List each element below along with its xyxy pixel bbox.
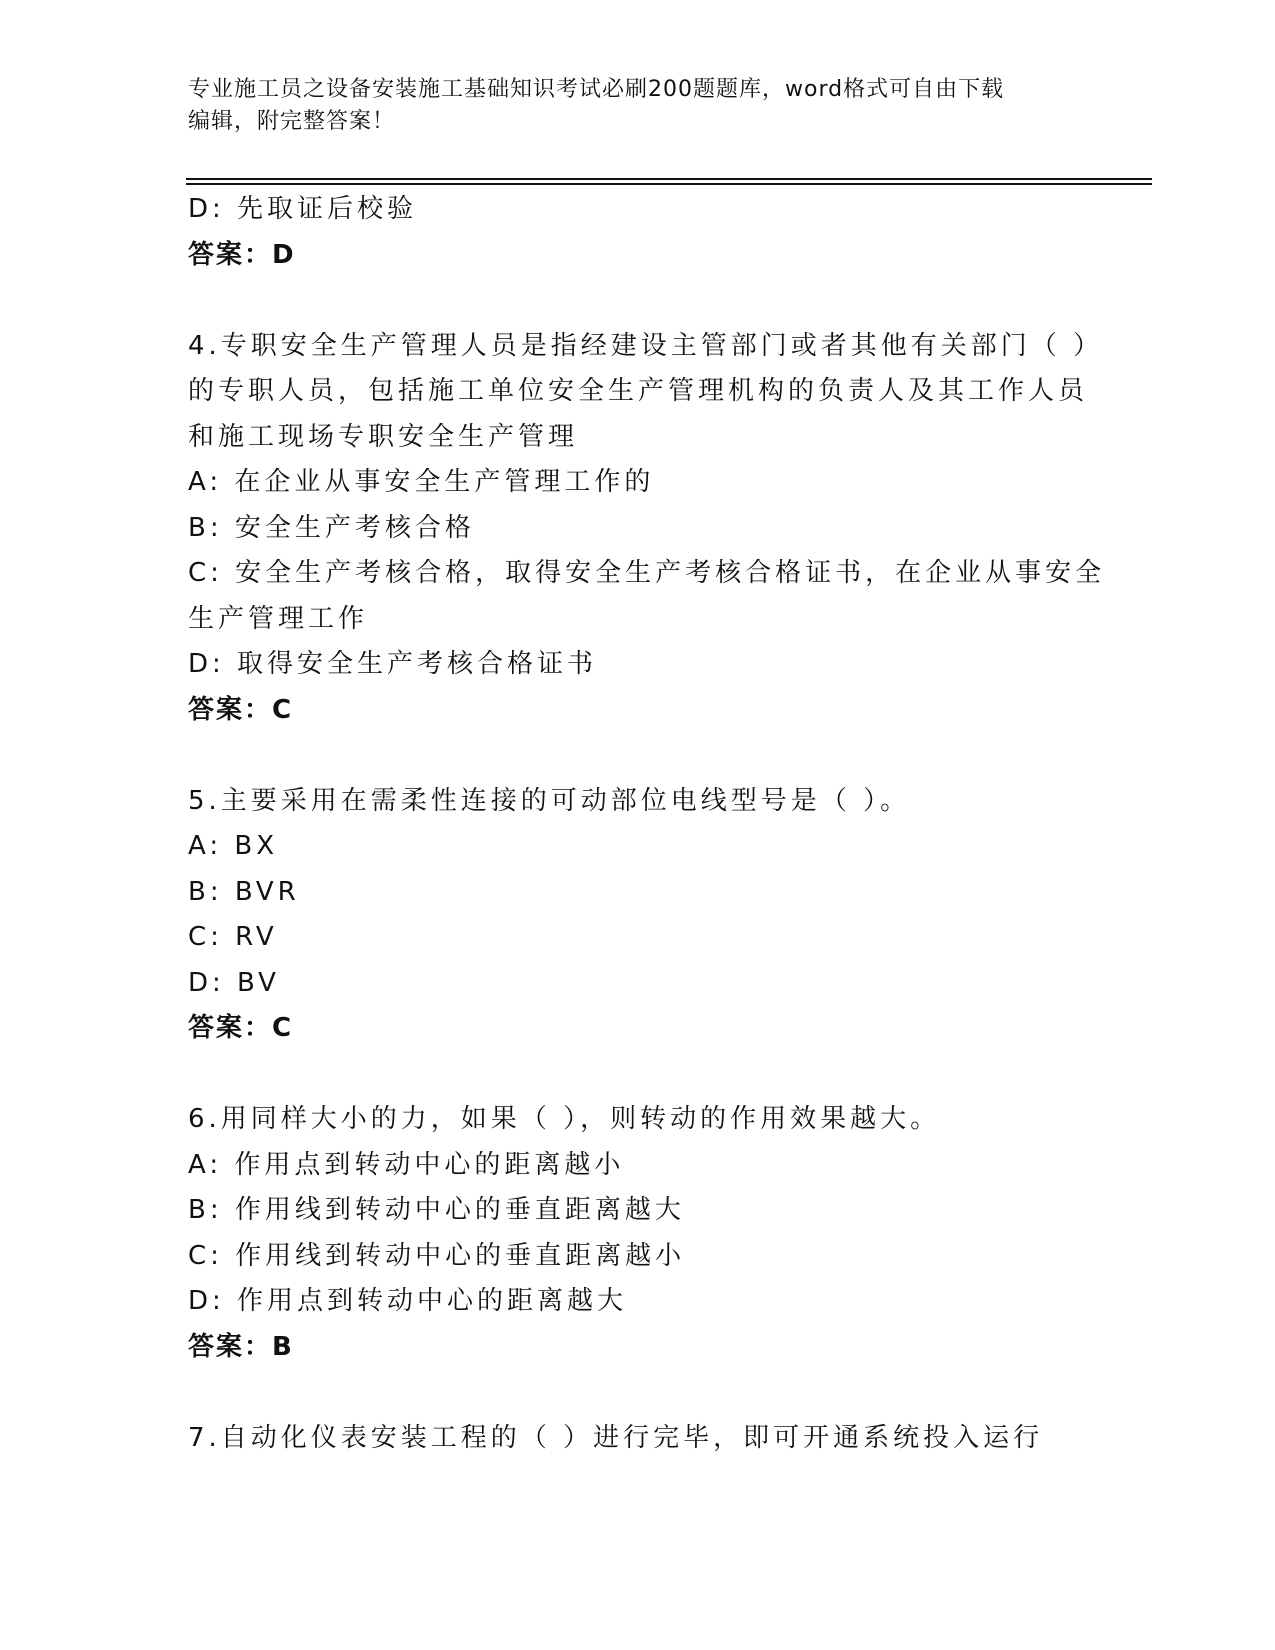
header-divider-top — [186, 178, 1152, 180]
q5-option-b: B: BVR — [188, 876, 300, 907]
q4-option-c-line-1: C: 安全生产考核合格，取得安全生产考核合格证书，在企业从事安全 — [188, 558, 1106, 588]
q4-stem-line-2: 的专职人员，包括施工单位安全生产管理机构的负责人及其工作人员 — [188, 376, 1089, 406]
header-title-line-1: 专业施工员之设备安装施工基础知识考试必刷200题题库，word格式可自由下载 — [188, 77, 1005, 102]
q4-stem-line-3: 和施工现场专职安全生产管理 — [188, 421, 579, 452]
question-5 — [188, 779, 1088, 1052]
spacer — [188, 1052, 1088, 1098]
q4-option-c-line-2: 生产管理工作 — [188, 603, 369, 634]
q6-answer: 答案：B — [188, 1331, 294, 1362]
q6-option-d: D: 作用点到转动中心的距离越大 — [188, 1286, 628, 1316]
q4-stem-line-1: 4.专职安全生产管理人员是指经建设主管部门或者其他有关部门（ ） — [188, 330, 1104, 361]
q4-answer: 答案：C — [188, 694, 294, 725]
q5-option-d: D: BV — [188, 967, 280, 998]
q5-answer: 答案：C — [188, 1013, 294, 1043]
spacer — [188, 278, 1088, 324]
q6-option-b: B: 作用线到转动中心的垂直距离越大 — [188, 1195, 685, 1225]
q4-option-a: A: 在企业从事安全生产管理工作的 — [188, 467, 655, 497]
document-header — [188, 74, 1088, 138]
question-7 — [188, 1416, 1088, 1462]
q6-stem: 6.用同样大小的力，如果（ ），则转动的作用效果越大。 — [188, 1104, 941, 1134]
header-divider-bottom — [186, 183, 1152, 185]
q6-option-a: A: 作用点到转动中心的距离越小 — [188, 1149, 625, 1180]
q5-option-c: C: RV — [188, 922, 278, 952]
spacer — [188, 733, 1088, 779]
question-4 — [188, 324, 1106, 734]
q7-stem: 7.自动化仪表安装工程的（ ）进行完毕，即可开通系统投入运行 — [188, 1422, 1044, 1453]
q4-option-b: B: 安全生产考核合格 — [188, 512, 475, 543]
q3-answer: 答案：D — [188, 239, 296, 270]
q4-option-d: D: 取得安全生产考核合格证书 — [188, 649, 598, 679]
header-title-line-2: 编辑，附完整答案！ — [188, 109, 396, 134]
question-6 — [188, 1097, 1088, 1370]
q6-option-c: C: 作用线到转动中心的垂直距离越小 — [188, 1240, 686, 1271]
question-content — [188, 187, 1106, 1461]
q3-option-d: D: 先取证后校验 — [188, 194, 418, 224]
spacer — [188, 1370, 1088, 1416]
q5-option-a: A: BX — [188, 831, 279, 861]
q5-stem: 5.主要采用在需柔性连接的可动部位电线型号是（ ）。 — [188, 785, 911, 816]
